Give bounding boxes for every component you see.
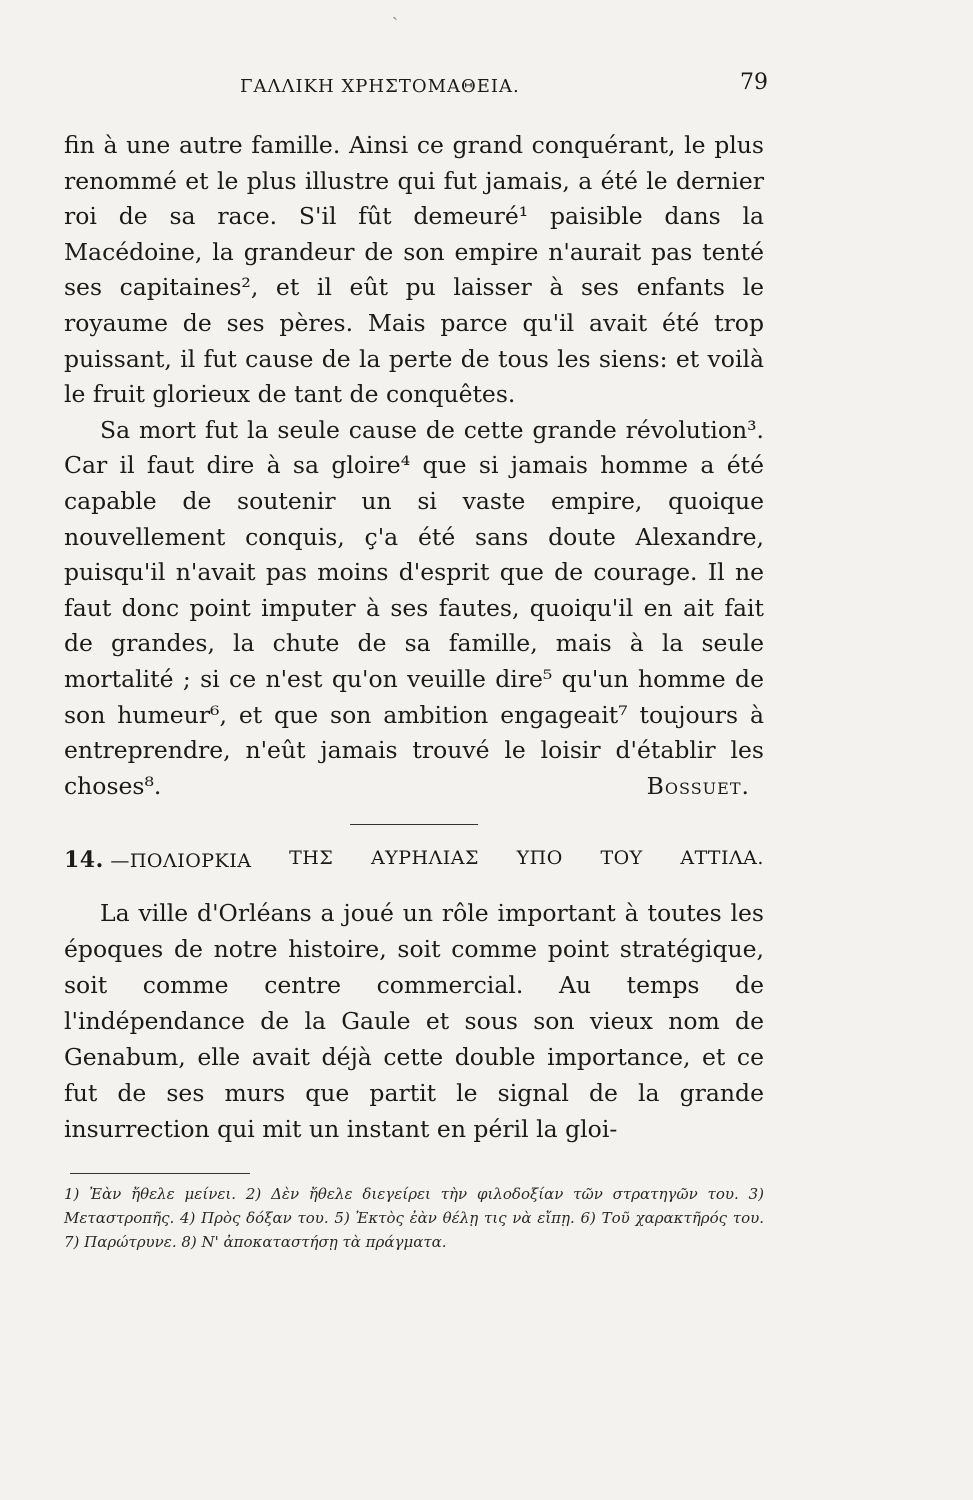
section-title-word-6: ΑΤΤΙΛΑ. bbox=[680, 847, 764, 870]
page-number: 79 bbox=[740, 70, 768, 95]
section-heading bbox=[64, 847, 764, 873]
orleans-paragraph: La ville d'Orléans a joué un rôle important à toutes les époques de notre histoire, soit comme point stratégique, soit comme centre commercial. Au temps de l'indépendance de la Gaule et sous son vieux nom de Genabum, elle avait déjà cette double importance, et ce fut de ses murs que partit le signal de la grande insurrection qui mit un instant en péril la gloi- bbox=[64, 899, 764, 1144]
running-head bbox=[64, 70, 768, 110]
passage-alexander bbox=[64, 128, 764, 804]
section-title-word-4: ΥΠΟ bbox=[516, 847, 563, 870]
ink-speck: ˏ bbox=[392, 0, 398, 21]
paragraph-2: Sa mort fut la seule cause de cette grande révolution³. Car il faut dire à sa gloire⁴ que si jamais homme a été capable de soutenir un si vaste empire, quoique nouvellement conquis, ç'a été sans doute Alexandre, puisqu'il n'avait pas moins d'esprit que de courage. Il ne faut donc point imputer à ses fautes, quoiqu'il en ait fait de grandes, la chute de sa famille, mais à la seule mortalité ; si ce n'est qu'on veuille dire⁵ qu'un homme de son humeur⁶, et que son ambition engageait⁷ toujours à entreprendre, n'eût jamais trouvé le loisir d'établir les choses⁸. bbox=[64, 415, 764, 800]
section-dash: — bbox=[110, 850, 130, 873]
paragraph-1: fin à une autre famille. Ainsi ce grand conquérant, le plus renommé et le plus illustre qui fut jamais, a été le dernier roi de sa race. S'il fût demeuré¹ paisible dans la Macédoine, la grandeur de son empire n'aurait pas tenté ses capitaines², et il eût pu laisser à ses enfants le royaume de ses pères. Mais parce qu'il avait été trop puissant, il fut cause de la perte de tous les siens: et voilà le fruit glorieux de tant de conquêtes. bbox=[64, 131, 764, 409]
book-page bbox=[64, 70, 768, 1254]
footnotes-text: 1) Ἐὰν ἤθελε μείνει. 2) Δὲν ἤθελε διεγείρει τὴν φιλοδοξίαν τῶν στρατηγῶν του. 3) Μεταστροπῆς. 4) Πρὸς δόξαν του. 5) Ἐκτὸς ἐὰν θέλῃ τις νὰ εἴπῃ. 6) Τοῦ χαρακτῆρός του. 7) Παρώτρυνε. 8) Ν' ἀποκαταστήσῃ τὰ πράγματα. bbox=[64, 1185, 764, 1252]
section-title-word-3: ΑΥΡΗΛΙΑΣ bbox=[370, 847, 479, 870]
section-title-word-2: ΤΗΣ bbox=[289, 847, 334, 870]
section-title-word-5: ΤΟΥ bbox=[600, 847, 643, 870]
running-head-title: ΓΑΛΛΙΚΗ ΧΡΗΣΤΟΜΑΘΕΙΑ. bbox=[240, 76, 520, 97]
section-title-word-1: ΠΟΛΙΟΡΚΙΑ bbox=[129, 850, 252, 873]
section-number: 14. bbox=[64, 847, 104, 874]
passage-orleans bbox=[64, 895, 764, 1147]
footnote-rule bbox=[70, 1173, 250, 1174]
footnotes bbox=[64, 1182, 764, 1254]
section-separator bbox=[350, 824, 478, 825]
author-signature: Bossuet. bbox=[646, 771, 750, 800]
